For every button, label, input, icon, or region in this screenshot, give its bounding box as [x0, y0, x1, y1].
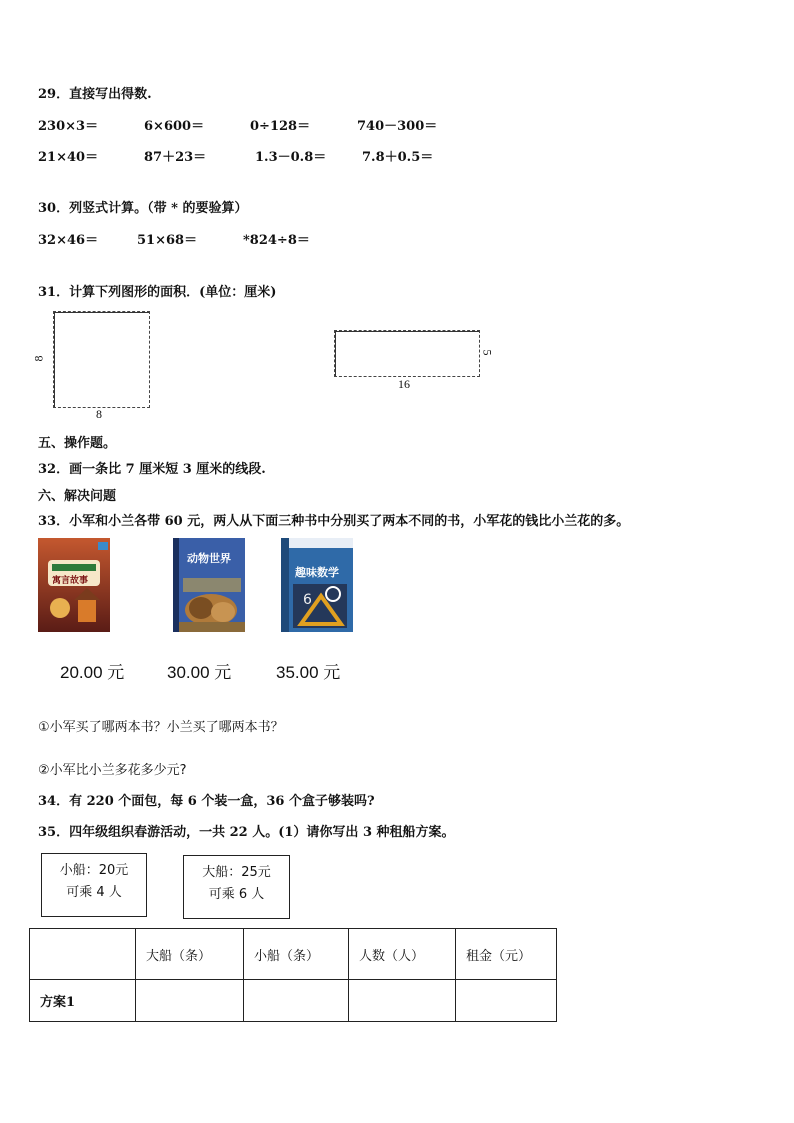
- book-fables-title: 寓言故事: [52, 576, 89, 586]
- book-cover-animals: [173, 538, 245, 632]
- q29-item: 21×40＝: [38, 150, 99, 165]
- big-boat-info: [183, 855, 290, 919]
- table-cell-answer[interactable]: [456, 980, 557, 1022]
- q33-title: 33．小军和小兰各带 60 元，两人从下面三种书中分别买了两本不同的书，小军花的钱比小兰花的多。: [38, 514, 630, 529]
- rectangle-figure: [334, 330, 480, 377]
- book-cover-math: [281, 538, 353, 632]
- table-header-cell: 人数（人）: [349, 929, 456, 980]
- table-header-cell: 小船（条）: [244, 929, 349, 980]
- q29-item: 87＋23＝: [144, 150, 207, 165]
- book-animals-title: 动物世界: [187, 552, 231, 565]
- q29-item: 0÷128＝: [250, 119, 311, 134]
- q33-sub-question-1: ①小军买了哪两本书？小兰买了哪两本书？: [38, 720, 284, 735]
- q30-item: 32×46＝: [38, 233, 99, 248]
- section-solve: 六、解决问题: [38, 489, 117, 504]
- square-bottom-label: 8: [96, 407, 102, 421]
- svg-text:6: 6: [303, 592, 312, 608]
- q29-item: 6×600＝: [144, 119, 205, 134]
- table-cell-answer[interactable]: [244, 980, 349, 1022]
- q29-item: 7.8＋0.5＝: [362, 150, 434, 165]
- book-price: 20.00 元: [60, 663, 125, 682]
- table-header-row: [30, 929, 557, 980]
- small-boat-price: 小船：20元: [59, 863, 129, 878]
- q29-item: 1.3－0.8＝: [255, 150, 327, 165]
- rect-side-label: 5: [480, 349, 495, 356]
- q30-item: 51×68＝: [137, 233, 198, 248]
- rental-plan-table: [29, 928, 557, 1022]
- section-operation: 五、操作题。: [38, 436, 117, 451]
- book-math-image: [281, 538, 353, 632]
- table-cell-answer[interactable]: [136, 980, 244, 1022]
- table-header-cell: 大船（条）: [136, 929, 244, 980]
- square-side-label: 8: [31, 355, 46, 362]
- big-boat-capacity: 可乘 6 人: [208, 887, 265, 902]
- small-boat-info: [41, 853, 147, 917]
- q29-item: 230×3＝: [38, 119, 99, 134]
- q29-item: 740－300＝: [357, 119, 438, 134]
- q33-sub-question-2: ②小军比小兰多花多少元?: [38, 763, 187, 778]
- q35-title: 35．四年级组织春游活动，一共 22 人。(1）请你写出 3 种租船方案。: [38, 825, 455, 840]
- table-header-cell: [30, 929, 136, 980]
- q34-text: 34．有 220 个面包，每 6 个装一盒，36 个盒子够装吗?: [38, 794, 375, 809]
- q29-title: 29．直接写出得数.: [38, 87, 152, 102]
- book-cover-fables: [38, 538, 110, 632]
- q30-item: *824÷8＝: [243, 233, 310, 248]
- small-boat-capacity: 可乘 4 人: [66, 885, 122, 900]
- q30-title: 30．列竖式计算。（带 * 的要验算）: [38, 201, 248, 216]
- q32-text: 32．画一条比 7 厘米短 3 厘米的线段.: [38, 462, 266, 477]
- rect-bottom-label: 16: [398, 377, 410, 391]
- book-price: 35.00 元: [276, 663, 341, 682]
- big-boat-price: 大船：25元: [202, 865, 271, 880]
- book-price: 30.00 元: [167, 663, 232, 682]
- q31-title: 31．计算下列图形的面积．(单位：厘米): [38, 285, 277, 300]
- book-math-title: 趣味数学: [295, 566, 339, 579]
- table-header-cell: 租金（元）: [456, 929, 557, 980]
- table-row: [30, 980, 557, 1022]
- table-cell-answer[interactable]: [349, 980, 456, 1022]
- table-cell-plan-label: 方案1: [30, 980, 136, 1022]
- square-figure: [53, 311, 150, 408]
